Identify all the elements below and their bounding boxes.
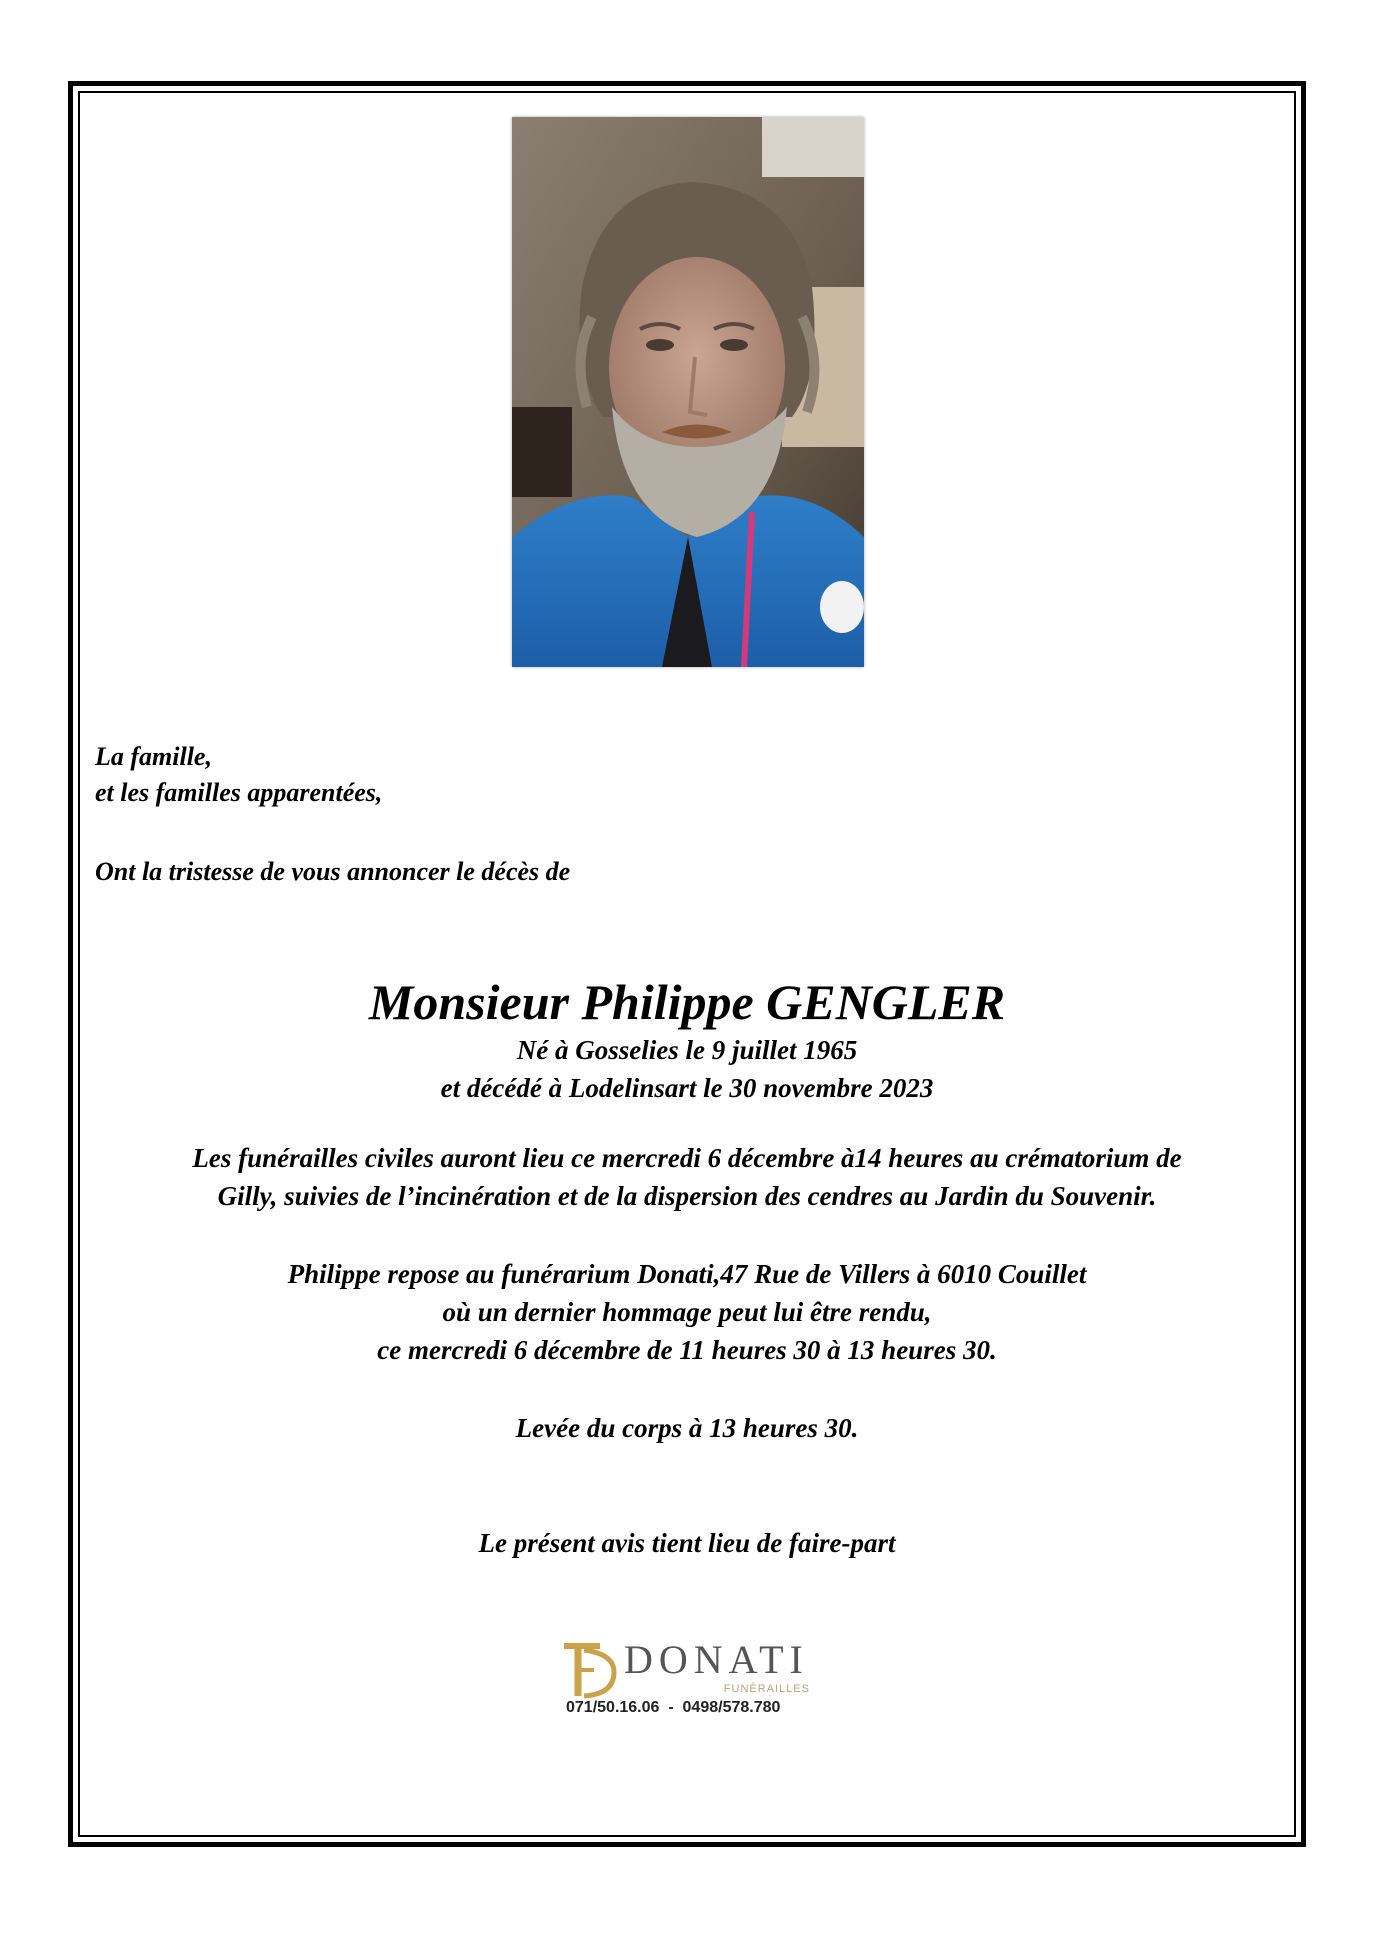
donati-subtitle: FUNÉRAILLES: [723, 1683, 810, 1695]
death-line: et décédé à Lodelinsart le 30 novembre 2023: [440, 1073, 934, 1103]
funeral-line-2: Gilly, suivies de l’incinération et de la dispersion des cendres au Jardin du Souvenir.: [217, 1181, 1157, 1211]
donati-logo: [560, 1638, 814, 1728]
donati-monogram-icon: [560, 1640, 618, 1700]
donati-phones: 071/50.16.06 - 0498/578.780: [566, 1699, 781, 1716]
portrait-photo: [512, 117, 864, 667]
visitation-line-1: Philippe repose au funérarium Donati,47 Rue de Villers à 6010 Couillet: [287, 1259, 1087, 1289]
birth-line: Né à Gosselies le 9 juillet 1965: [516, 1035, 858, 1065]
donati-wordmark: DONATI: [624, 1637, 809, 1682]
notice-line: Le présent avis tient lieu de faire-part: [478, 1528, 896, 1558]
related-families-line: et les familles apparentées,: [95, 778, 383, 807]
deceased-name: Monsieur Philippe GENGLER: [368, 974, 1006, 1030]
visitation-line-3: ce mercredi 6 décembre de 11 heures 30 à 13 heures 30.: [377, 1335, 997, 1365]
funeral-line-1: Les funérailles civiles auront lieu ce mercredi 6 décembre à14 heures au crématorium de: [192, 1143, 1182, 1173]
family-line: La famille,: [95, 742, 212, 771]
visitation-line-2: où un dernier hommage peut lui être rendu,: [442, 1297, 932, 1327]
levee-line: Levée du corps à 13 heures 30.: [515, 1413, 859, 1443]
announcement-line: Ont la tristesse de vous annoncer le décès de: [95, 857, 571, 886]
